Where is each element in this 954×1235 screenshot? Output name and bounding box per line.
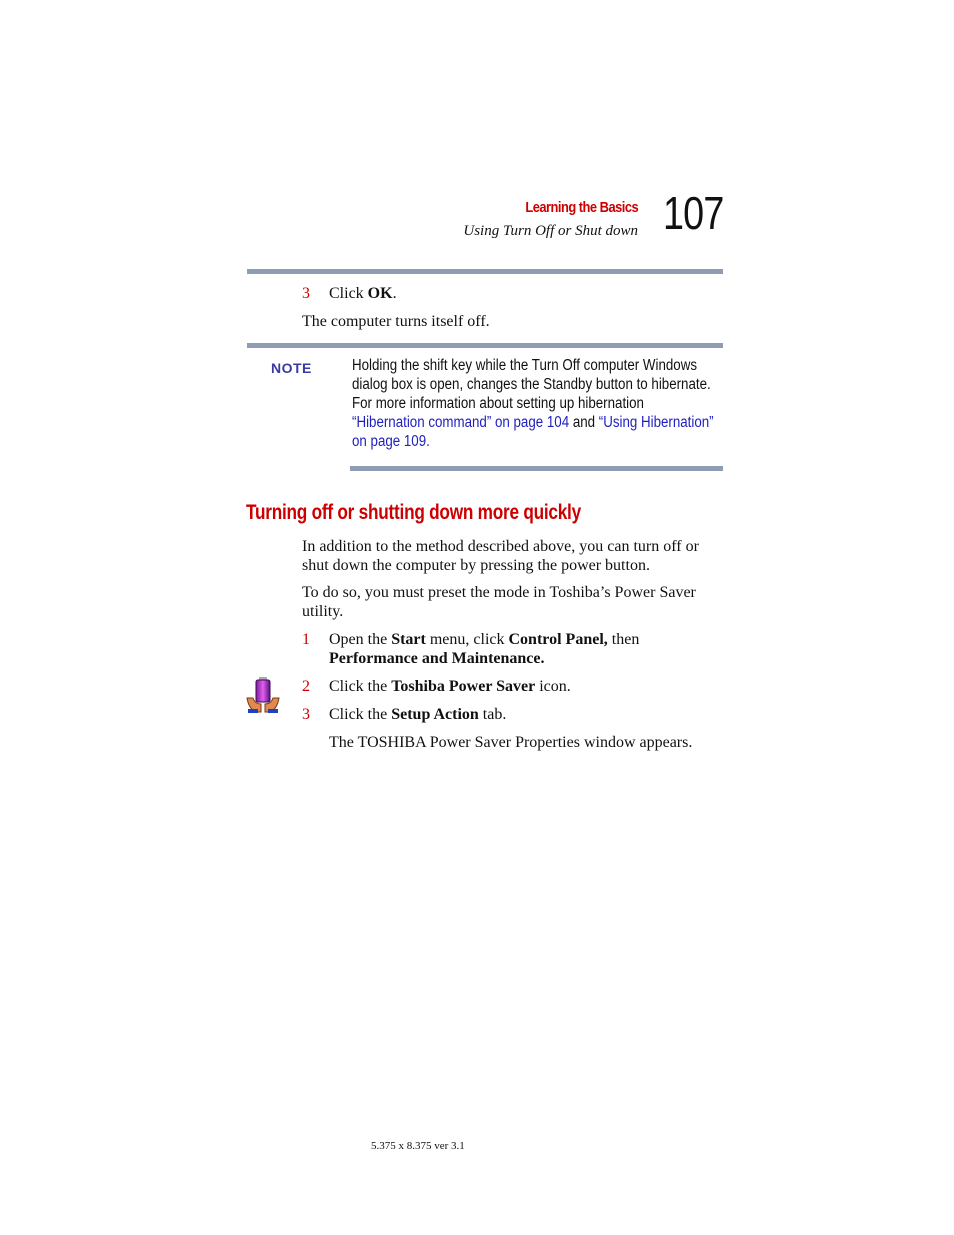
step-bold: Start <box>391 631 426 648</box>
footer-version: 5.375 x 8.375 ver 3.1 <box>371 1140 465 1152</box>
step-text: Open the <box>329 631 392 648</box>
step-3-text <box>329 705 506 724</box>
step-bold: Performance and Maintenance. <box>329 650 545 667</box>
step-text: . <box>392 285 397 302</box>
paragraph-preset <box>302 583 696 621</box>
step-text: tab. <box>478 706 507 723</box>
step-number: 3 <box>302 706 310 723</box>
step-text: menu, click <box>425 631 509 648</box>
para-line: utility. <box>302 603 344 620</box>
note-end: . <box>426 433 430 450</box>
chapter-title: Learning the Basics <box>525 199 638 216</box>
step-text: Click the <box>329 678 392 695</box>
step-2-text <box>329 677 571 696</box>
para-line: In addition to the method described above, you can turn off or <box>302 538 699 555</box>
step-text: icon. <box>535 678 571 695</box>
note-line <box>352 432 730 451</box>
result-text: The TOSHIBA Power Saver Properties window appears. <box>329 734 693 751</box>
battery-in-hands-icon <box>245 676 281 714</box>
step-bold: Toshiba Power Saver <box>391 678 536 695</box>
paragraph-intro <box>302 537 699 575</box>
step-bold: Setup Action <box>391 706 479 723</box>
step-text: Click the <box>329 706 392 723</box>
step-bold: OK <box>367 285 393 302</box>
step-1-text <box>329 630 639 668</box>
step-number: 2 <box>302 678 310 695</box>
using-hibernation-link[interactable]: “Using Hibernation” <box>598 414 714 431</box>
note-label: NOTE <box>271 360 312 376</box>
note-line: Holding the shift key while the Turn Off computer Windows <box>352 357 698 374</box>
para-line: shut down the computer by pressing the power button. <box>302 557 650 574</box>
step-text: Click <box>329 285 368 302</box>
using-hibernation-link-page[interactable]: on page 109 <box>352 433 427 450</box>
step-ok <box>302 284 310 303</box>
note-top-rule <box>247 343 723 348</box>
para-line: To do so, you must preset the mode in Toshiba’s Power Saver <box>302 584 696 601</box>
step-bold: Control Panel, <box>508 631 608 648</box>
top-rule <box>247 269 723 274</box>
note-line <box>352 413 730 432</box>
section-title: Using Turn Off or Shut down <box>463 223 638 239</box>
step-number: 1 <box>302 631 310 648</box>
note-line: dialog box is open, changes the Standby button to hibernate. <box>352 376 711 393</box>
step-number: 3 <box>302 285 310 302</box>
section-heading: Turning off or shutting down more quickly <box>246 501 581 524</box>
page-number: 107 <box>663 187 724 239</box>
note-text <box>352 356 730 451</box>
result-text: The computer turns itself off. <box>302 313 490 330</box>
note-line: For more information about setting up hibernation <box>352 395 644 412</box>
step-ok-text <box>329 284 397 303</box>
note-and: and <box>569 414 599 431</box>
note-bottom-rule <box>350 466 723 471</box>
step-text: then <box>607 631 640 648</box>
hibernation-command-link[interactable]: “Hibernation command” on page 104 <box>352 414 570 431</box>
